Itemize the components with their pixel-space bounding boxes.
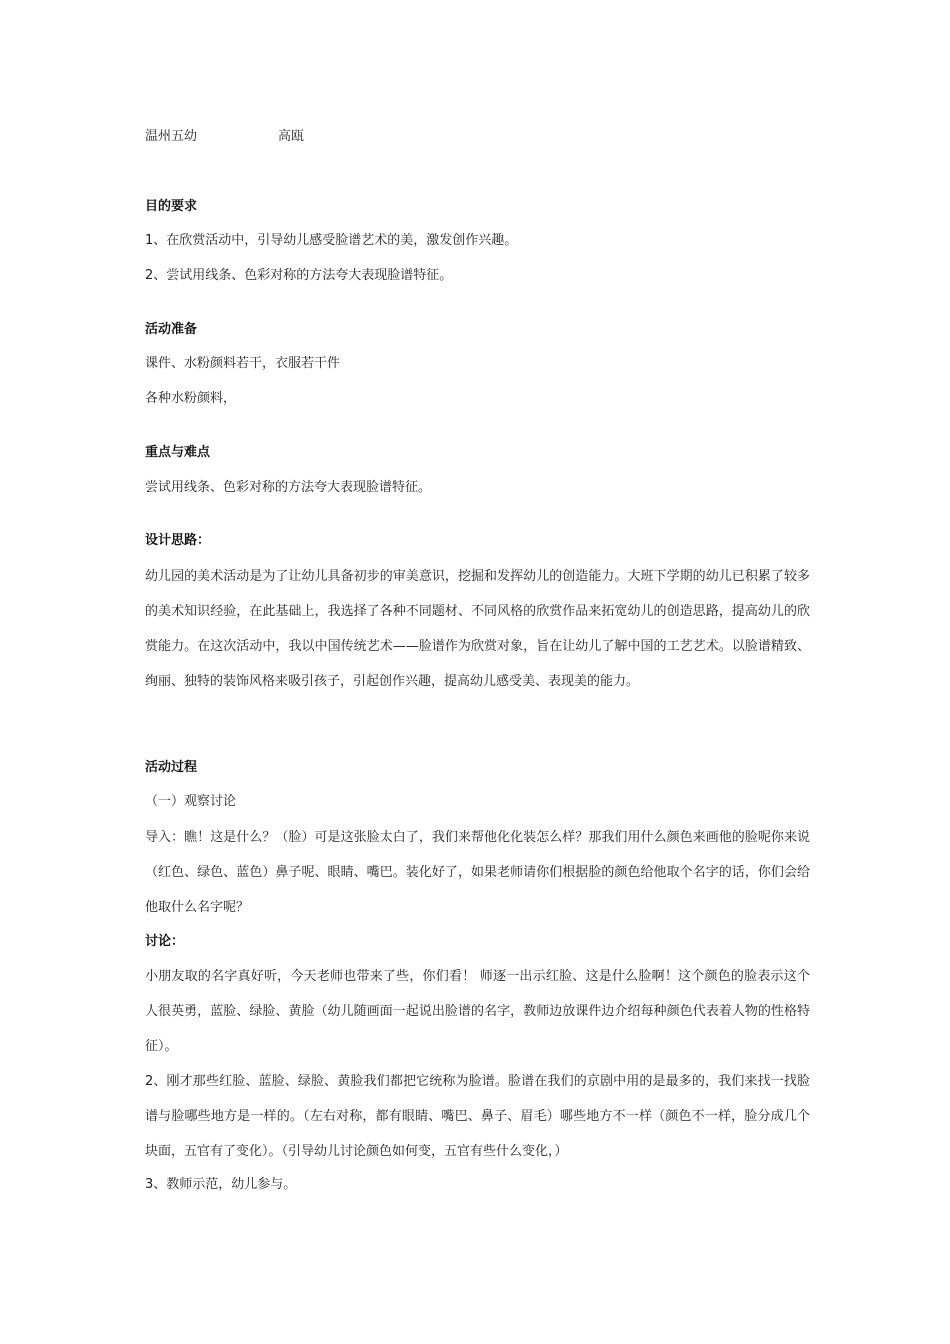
discussion-paragraph: 小朋友取的名字真好听，今天老师也带来了些，你们看！ 师逐一出示红脸、这是什么脸啊！这个颜色的脸表示这个人很英勇，蓝脸、绿脸、黄脸（幼儿随画面一起说出脸谱的名字，教师边放课件边介绍每种颜色代表着人物的性格特征）。 — [145, 969, 810, 1054]
process-step-1: （一）观察讨论 — [145, 794, 237, 809]
school-name: 温州五幼 — [145, 129, 198, 144]
intro-paragraph: 导入：瞧！这是什么？（脸）可是这张脸太白了，我们来帮他化化装怎么样？那我们用什么颜色来画他的脸呢你来说（红色、绿色、蓝色）鼻子呢、眼睛、嘴巴。装化好了，如果老师请你们根据脸的颜色给他取个名字的话，你们会给他取什么名字呢？ — [145, 830, 810, 915]
key-points-heading: 重点与难点 — [145, 445, 211, 460]
design-heading: 设计思路： — [145, 533, 211, 548]
preparation-item: 课件、水粉颜料若干，衣服若干件 — [145, 356, 341, 371]
preparation-item: 各种水粉颜料， — [145, 391, 237, 406]
goals-heading: 目的要求 — [145, 199, 198, 214]
preparation-heading: 活动准备 — [145, 322, 198, 337]
process-item-2: 2、刚才那些红脸、蓝脸、绿脸、黄脸我们都把它统称为脸谱。脸谱在我们的京剧中用的是最多的，我们来找一找脸谱与脸哪些地方是一样的。（左右对称，都有眼睛、嘴巴、鼻子、眉毛）哪些地方不一样（颜色不一样，脸分成几个块面，五官有了变化）。（引导幼儿讨论颜色如何变，五官有些什么变化，） — [145, 1074, 810, 1159]
discussion-label: 讨论： — [145, 934, 185, 949]
author-name: 高瓯 — [278, 129, 305, 144]
header-line — [145, 128, 305, 146]
key-points-text: 尝试用线条、色彩对称的方法夸大表现脸谱特征。 — [145, 480, 432, 495]
goal-item: 1、在欣赏活动中，引导幼儿感受脸谱艺术的美，激发创作兴趣。 — [145, 233, 518, 248]
design-paragraph: 幼儿园的美术活动是为了让幼儿具备初步的审美意识，挖掘和发挥幼儿的创造能力。大班下学期的幼儿已积累了较多的美术知识经验，在此基础上，我选择了各种不同题材、不同风格的欣赏作品来拓宽幼儿的创造思路，提高幼儿的欣赏能力。在这次活动中，我以中国传统艺术——脸谱作为欣赏对象，旨在让幼儿了解中国的工艺艺术。以脸谱精致、绚丽、独特的装饰风格来吸引孩子，引起创作兴趣，提高幼儿感受美、表现美的能力。 — [145, 569, 810, 689]
process-item-3: 3、教师示范，幼儿参与。 — [145, 1177, 297, 1192]
process-heading: 活动过程 — [145, 760, 198, 775]
goal-item: 2、尝试用线条、色彩对称的方法夸大表现脸谱特征。 — [145, 268, 453, 283]
